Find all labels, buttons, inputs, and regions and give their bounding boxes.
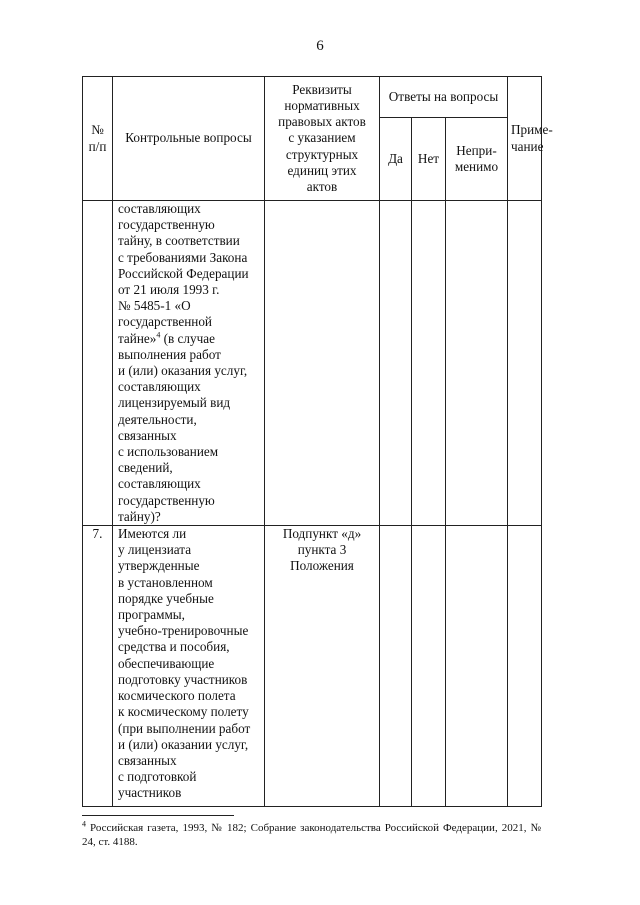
header-yes: Да [380,118,412,201]
footnote-marker: 4 [82,819,86,829]
note-cell[interactable] [508,201,542,526]
row-question [113,201,265,526]
header-number: № п/п [83,77,113,201]
answer-not-applicable-cell[interactable] [446,526,508,807]
row-requisites: Подпункт «д» пункта 3 Положения [265,526,380,807]
header-no-answer: Нет [412,118,446,201]
question-text-tail: (в случае выполнения работ и (или) оказания услуг, составляющих лицензируемый вид деятельности, связанных с использованием сведений, составляющих государственную тайну)? [118,330,248,524]
checklist-table [82,76,553,807]
footnote-text: Российская газета, 1993, № 182; Собрание законодательства Российской Федерации, 2021, № 24, ст. 4188. [82,822,541,848]
row-requisites [265,201,380,526]
question-text: составляющих государственную тайну, в соответствии с требованиями Закона Российской Федерации от 21 июля 1993 г. № 5485-1 «О государственной тайне» [118,201,249,346]
answer-yes-cell[interactable] [380,526,412,807]
note-cell[interactable] [508,526,542,807]
header-requisites: Реквизиты нормативных правовых актов с указанием структурных единиц этих актов [265,77,380,201]
footnote [82,821,541,849]
answer-no-cell[interactable] [412,526,446,807]
row-number [83,201,113,526]
footnote-ref: 4 [156,330,161,340]
footnote-divider [82,815,234,816]
table-row [83,526,542,807]
header-not-applicable: Непри- менимо [446,118,508,201]
row-question: Имеются ли у лицензиата утвержденные в установленном порядке учебные программы, учебно-тренировочные средства и пособия, обеспечивающие подготовку участников космического полета к космическому полету (при выполнении работ и (или) оказании услуг, связанных с подготовкой участников [113,526,265,807]
page-number: 6 [316,38,324,54]
answer-not-applicable-cell[interactable] [446,201,508,526]
header-note: Приме- чание [508,77,542,201]
answer-yes-cell[interactable] [380,201,412,526]
header-row-top [83,77,542,118]
answer-no-cell[interactable] [412,201,446,526]
table-row [83,201,542,526]
row-number: 7. [83,526,113,807]
header-questions: Контрольные вопросы [113,77,265,201]
header-answers: Ответы на вопросы [380,77,508,118]
